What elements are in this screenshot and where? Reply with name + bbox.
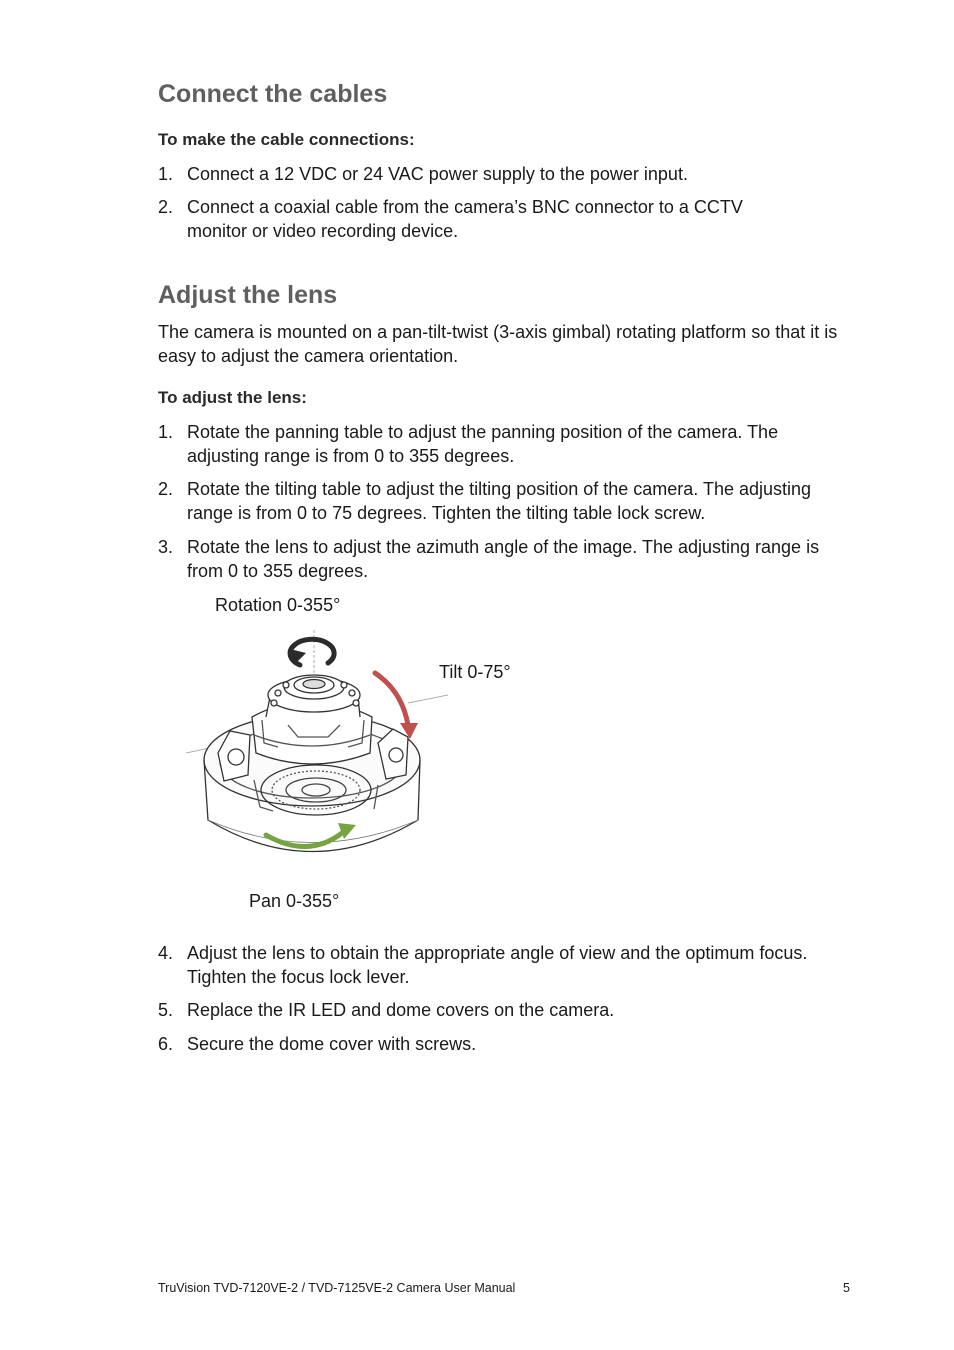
camera-adjustment-figure <box>178 625 478 870</box>
list-number: 3. <box>158 537 174 557</box>
procedure-title-cable-connections: To make the cable connections: <box>158 130 415 149</box>
section-title-adjust-lens: Adjust the lens <box>158 281 338 309</box>
list-number: 4. <box>158 943 174 963</box>
list-text: Rotate the tilting table to adjust the tilting position of the camera. The adjusting range is from 0 to 75 degrees. Tighten the tilting table lock screw. <box>187 479 812 523</box>
list-number: 2. <box>158 479 174 499</box>
list-number: 1. <box>158 164 174 184</box>
rotation-label: Rotation 0-355° <box>215 595 341 615</box>
section-title-connect-cables: Connect the cables <box>158 80 388 108</box>
manual-page <box>158 0 858 1350</box>
footer-page-number: 5 <box>843 1281 850 1295</box>
list-number: 6. <box>158 1034 174 1054</box>
rotation-arrow-icon <box>290 639 334 665</box>
procedure-title-adjust-lens: To adjust the lens: <box>158 388 307 407</box>
pan-label: Pan 0-355° <box>249 891 340 911</box>
intro-paragraph: The camera is mounted on a pan-tilt-twist (3-axis gimbal) rotating platform so that it is easy to adjust the camera orientation. <box>158 322 838 366</box>
list-text: Connect a coaxial cable from the camera’s BNC connector to a CCTV monitor or video recording device. <box>187 197 743 241</box>
tilt-label: Tilt 0-75° <box>439 662 511 682</box>
list-text: Connect a 12 VDC or 24 VAC power supply to the power input. <box>187 164 688 184</box>
pan-arrow-icon <box>266 823 356 847</box>
list-number: 1. <box>158 422 174 442</box>
list-text: Replace the IR LED and dome covers on the camera. <box>187 1000 615 1020</box>
list-text: Rotate the panning table to adjust the panning position of the camera. The adjusting range is from 0 to 355 degrees. <box>187 422 779 466</box>
list-text: Adjust the lens to obtain the appropriate angle of view and the optimum focus. Tighten the focus lock lever. <box>187 943 808 987</box>
camera-module-icon <box>252 675 372 764</box>
list-number: 5. <box>158 1000 174 1020</box>
list-text: Rotate the lens to adjust the azimuth angle of the image. The adjusting range is from 0 to 355 degrees. <box>187 537 820 581</box>
list-text: Secure the dome cover with screws. <box>187 1034 477 1054</box>
footer-manual-title: TruVision TVD-7120VE-2 / TVD-7125VE-2 Camera User Manual <box>158 1281 516 1295</box>
list-number: 2. <box>158 197 174 217</box>
